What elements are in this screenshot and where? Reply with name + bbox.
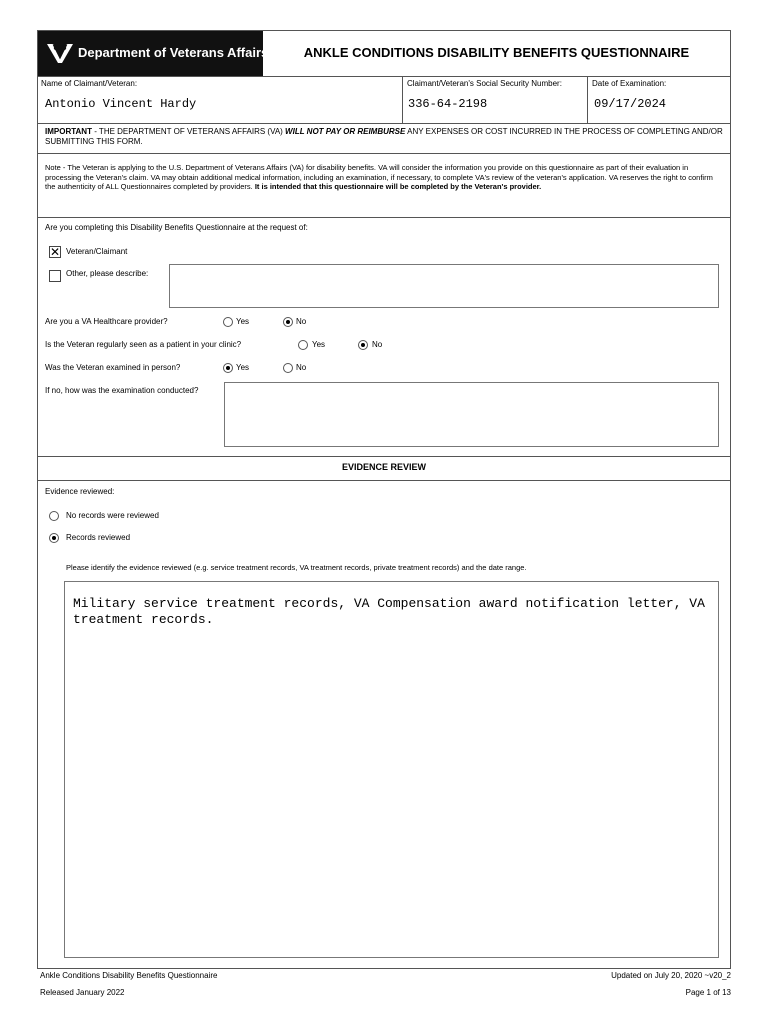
rule — [37, 76, 731, 77]
in-person-yes-label: Yes — [236, 363, 250, 372]
important-text-2: ANY EXPENSES OR COST INCURRED IN THE PROCESS OF COMPLETING AND/OR SUBMITTING THIS FORM. — [45, 127, 723, 146]
evidence-review-heading: EVIDENCE REVIEW — [341, 462, 426, 472]
footer-released: Released January 2022 — [40, 988, 125, 997]
important-notice — [45, 127, 725, 147]
important-text: - THE DEPARTMENT OF VETERANS AFFAIRS (VA) — [91, 127, 286, 136]
how-conducted-field[interactable] — [224, 382, 719, 447]
veteran-claimant-label: Veteran/Claimant — [66, 247, 128, 256]
rule — [37, 123, 731, 124]
note-bold: It is intended that this questionnaire will be completed by the Veteran's provider. — [254, 182, 542, 191]
identify-evidence-label: Please identify the evidence reviewed (e.g. service treatment records, VA treatment records, private treatment records) and the date range. — [66, 563, 527, 572]
note-body: Note - The Veteran is applying to the U.S. Department of Veterans Affairs (VA) for disability benefits. VA will consider the information you provide on this questionnaire as part of their evaluation in processing the Veteran's claim. VA may obtain additional medical information, including an examination, if necessary, to complete VA's review of the veteran's application. VA reserves the right to confirm the authenticity of ALL Questionnaires completed by providers. — [45, 163, 713, 191]
vahc-no-label: No — [296, 317, 307, 326]
rule — [37, 153, 731, 154]
footer-form-name: Ankle Conditions Disability Benefits Questionnaire — [40, 971, 218, 980]
rule — [37, 456, 731, 457]
vahc-question: Are you a VA Healthcare provider? — [45, 317, 168, 326]
important-lead: IMPORTANT — [45, 127, 92, 136]
ssn-field[interactable]: 336-64-2198 — [408, 97, 488, 111]
regular-question: Is the Veteran regularly seen as a patient in your clinic? — [45, 340, 242, 349]
agency-name: Department of Veterans Affairs — [78, 45, 269, 60]
no-records-radio[interactable] — [49, 511, 59, 521]
claimant-name-label: Name of Claimant/Veteran: — [41, 79, 138, 88]
in-person-yes-radio[interactable] — [223, 363, 233, 373]
va-logo-icon — [46, 41, 74, 70]
claimant-name-field[interactable]: Antonio Vincent Hardy — [45, 97, 197, 111]
vahc-yes-radio[interactable] — [223, 317, 233, 327]
records-reviewed-radio[interactable] — [49, 533, 59, 543]
other-checkbox[interactable] — [49, 270, 61, 282]
evidence-reviewed-label: Evidence reviewed: — [45, 487, 115, 496]
footer-updated: Updated on July 20, 2020 ~v20_2 — [611, 971, 731, 980]
records-reviewed-label: Records reviewed — [66, 533, 131, 542]
evidence-reviewed-field[interactable]: Military service treatment records, VA Compensation award notification letter, VA treatment records. — [64, 581, 719, 958]
form-title: ANKLE CONDITIONS DISABILITY BENEFITS QUESTIONNAIRE — [303, 45, 690, 60]
important-emphasis: WILL NOT PAY OR REIMBURSE — [285, 127, 406, 136]
how-conducted-label: If no, how was the examination conducted? — [45, 386, 199, 395]
no-records-label: No records were reviewed — [66, 511, 159, 520]
rule — [587, 76, 588, 123]
vahc-yes-label: Yes — [236, 317, 250, 326]
in-person-no-label: No — [296, 363, 307, 372]
regular-yes-radio[interactable] — [298, 340, 308, 350]
rule — [37, 217, 731, 218]
rule — [402, 76, 403, 123]
other-describe-field[interactable] — [169, 264, 719, 308]
rule — [37, 480, 731, 481]
regular-no-label: No — [372, 340, 383, 349]
regular-no-radio[interactable] — [358, 340, 368, 350]
veteran-claimant-checkbox[interactable]: ✕ — [50, 245, 61, 259]
exam-date-field[interactable]: 09/17/2024 — [594, 97, 667, 111]
footer-page-number: Page 1 of 13 — [685, 988, 731, 997]
other-label: Other, please describe: — [66, 269, 149, 278]
ssn-label: Claimant/Veteran's Social Security Number: — [407, 79, 562, 88]
in-person-question: Was the Veteran examined in person? — [45, 363, 181, 372]
vahc-no-radio[interactable] — [283, 317, 293, 327]
request-question: Are you completing this Disability Benefits Questionnaire at the request of: — [45, 223, 308, 232]
regular-yes-label: Yes — [312, 340, 326, 349]
note-text — [45, 163, 725, 192]
in-person-no-radio[interactable] — [283, 363, 293, 373]
exam-date-label: Date of Examination: — [592, 79, 667, 88]
